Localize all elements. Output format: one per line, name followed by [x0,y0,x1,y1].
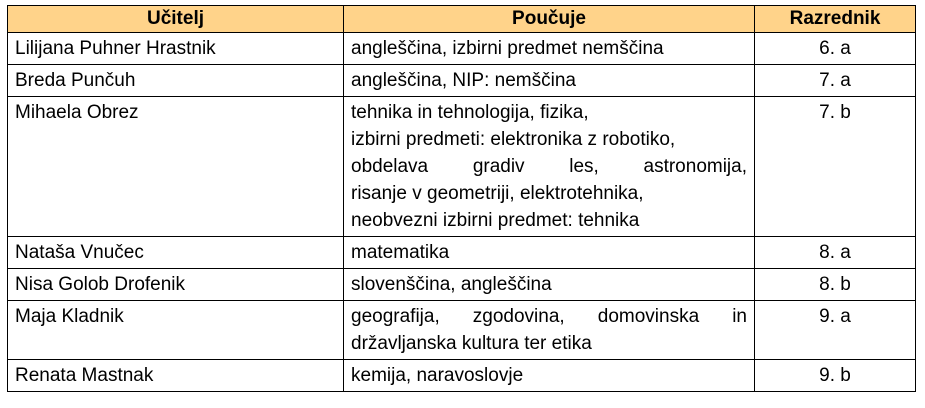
table-row [8,360,916,392]
table-row [8,237,916,269]
header-row [8,6,916,33]
table-header [8,6,916,33]
header-teacher: Učitelj [8,6,344,33]
teacher-name: Renata Mastnak [8,360,344,392]
table-row [8,33,916,65]
subject-cell [344,65,755,97]
subject-cell [344,301,755,360]
class-label: 8. b [755,269,916,301]
table-row [8,65,916,97]
subject-cell [344,33,755,65]
subject-line: izbirni predmeti: elektronika z robotiko, [351,129,676,150]
teacher-name: Maja Kladnik [8,301,344,360]
subject-line: risanje v geometriji, elektrotehnika, [351,183,644,204]
table-row [8,97,916,237]
class-label: 9. a [755,301,916,360]
subject-line: kemija, naravoslovje [351,365,524,386]
class-label: 7. a [755,65,916,97]
subject-cell [344,269,755,301]
class-label: 7. b [755,97,916,237]
table-row [8,301,916,360]
class-label: 8. a [755,237,916,269]
teacher-name: Nataša Vnučec [8,237,344,269]
header-class: Razrednik [755,6,916,33]
table-row [8,269,916,301]
subject-line: državljanska kultura ter etika [351,333,592,354]
header-subject: Poučuje [344,6,755,33]
class-label: 9. b [755,360,916,392]
teacher-name: Lilijana Puhner Hrastnik [8,33,344,65]
subject-line: neobvezni izbirni predmet: tehnika [351,210,640,231]
subject-cell [344,360,755,392]
subject-line: obdelava gradiv les, astronomija, [351,156,747,177]
subject-line: geografija, zgodovina, domovinska in [351,306,747,327]
teacher-name: Nisa Golob Drofenik [8,269,344,301]
subject-line: matematika [351,242,450,263]
teacher-name: Mihaela Obrez [8,97,344,237]
class-label: 6. a [755,33,916,65]
subject-line: tehnika in tehnologija, fizika, [351,102,589,123]
teacher-name: Breda Punčuh [8,65,344,97]
subject-line: angleščina, izbirni predmet nemščina [351,38,664,59]
subject-cell [344,97,755,237]
subject-cell [344,237,755,269]
teachers-table [7,5,916,392]
table-body [8,33,916,392]
subject-line: angleščina, NIP: nemščina [351,70,576,91]
subject-line: slovenščina, angleščina [351,274,552,295]
